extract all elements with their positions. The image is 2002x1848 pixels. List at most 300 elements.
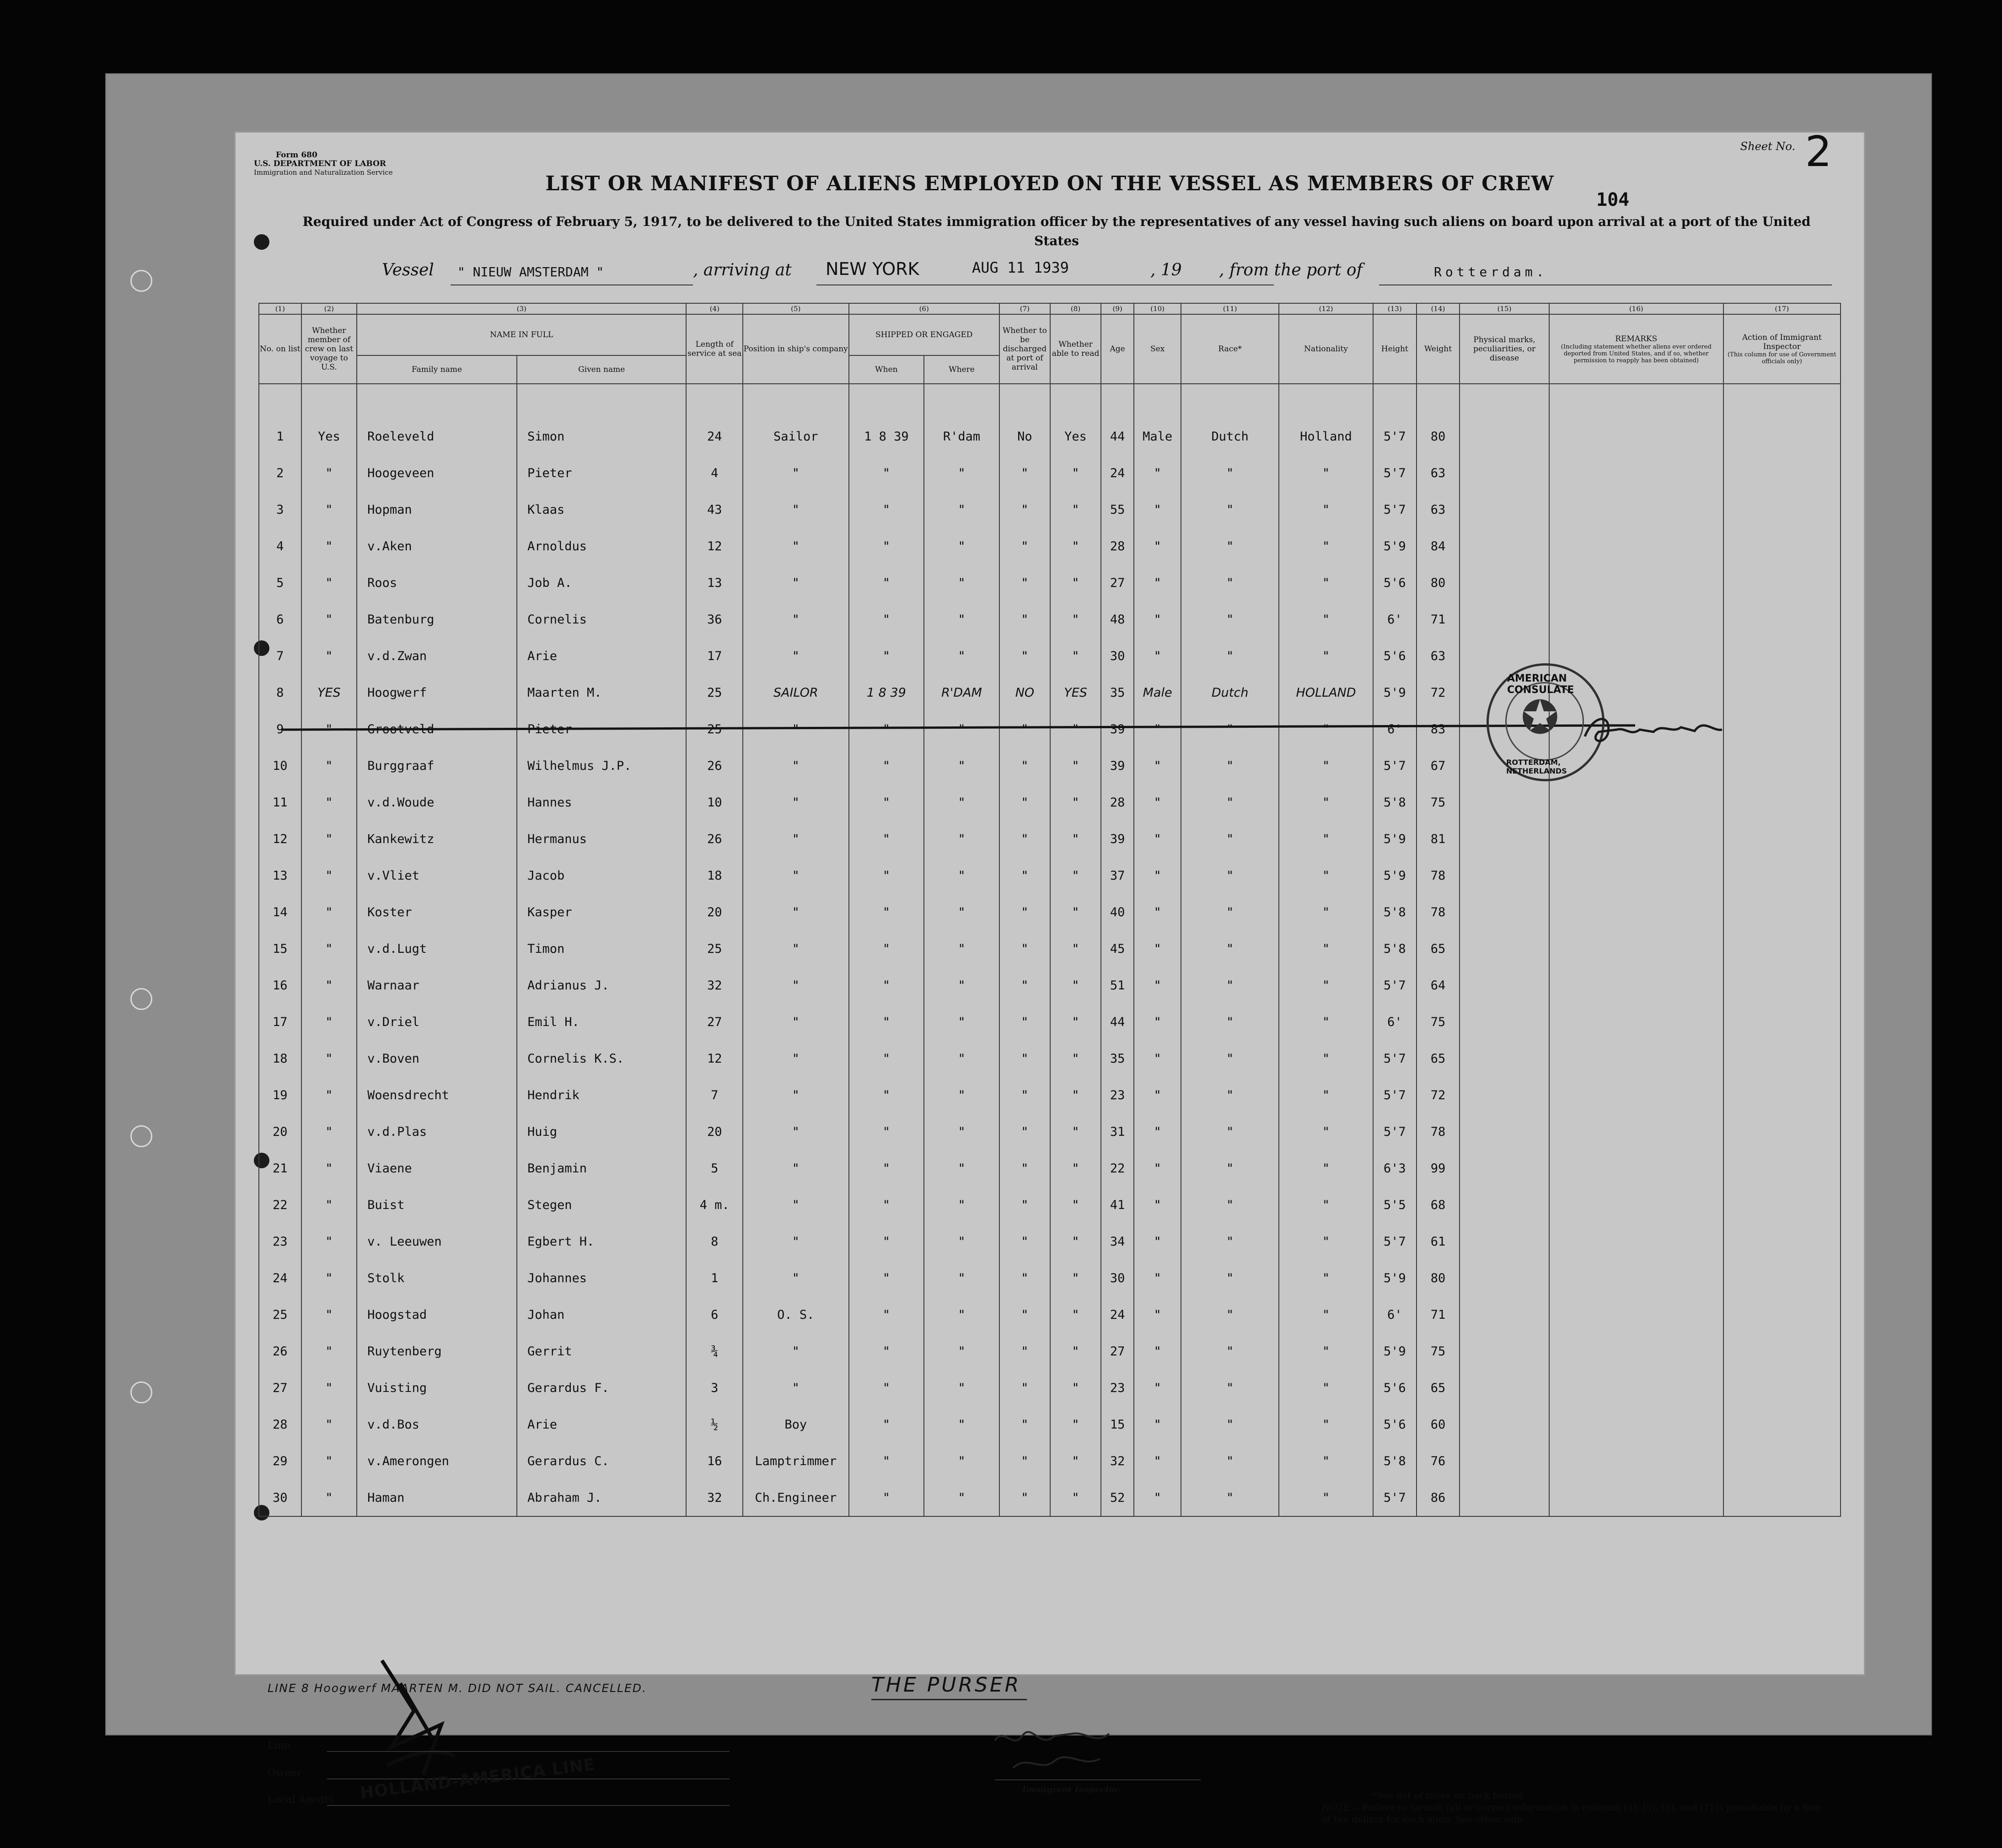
weight-cell: 72 <box>1417 1077 1460 1113</box>
race-cell: " <box>1181 1223 1279 1260</box>
given-name-cell: Egbert H. <box>517 1223 687 1260</box>
age-cell: 48 <box>1101 601 1134 638</box>
service-cell: 32 <box>686 1479 743 1516</box>
nationality-cell: " <box>1279 930 1373 967</box>
where-cell: " <box>924 1223 999 1260</box>
read-cell: " <box>1050 711 1101 747</box>
row-number: 14 <box>259 894 301 930</box>
height-cell: 5'7 <box>1373 747 1417 784</box>
when-cell: " <box>849 1443 924 1479</box>
last-voyage-cell: " <box>301 1260 357 1296</box>
race-cell: " <box>1181 1260 1279 1296</box>
height-cell: 5'9 <box>1373 1260 1417 1296</box>
read-cell: " <box>1050 1187 1101 1223</box>
read-cell: YES <box>1050 674 1101 711</box>
service-cell: 6 <box>686 1296 743 1333</box>
table-row <box>259 1406 1841 1443</box>
last-voyage-cell: " <box>301 784 357 821</box>
table-row <box>259 784 1841 821</box>
table-row <box>259 1113 1841 1150</box>
discharged-cell: " <box>999 967 1050 1004</box>
sex-cell: " <box>1134 638 1181 674</box>
remarks-cell <box>1549 894 1723 930</box>
header-last-voyage: Whether member of crew on last voyage to U.S. <box>301 314 357 384</box>
last-voyage-cell: " <box>301 1406 357 1443</box>
last-voyage-cell: " <box>301 821 357 857</box>
physical-cell <box>1460 857 1549 894</box>
discharged-cell: " <box>999 1187 1050 1223</box>
row-number: 2 <box>259 455 301 491</box>
row-number: 1 <box>259 418 301 455</box>
race-cell: " <box>1181 1004 1279 1040</box>
action-cell <box>1723 784 1841 821</box>
given-name-cell: Timon <box>517 930 687 967</box>
age-cell: 52 <box>1101 1479 1134 1516</box>
race-cell: " <box>1181 711 1279 747</box>
table-row <box>259 491 1841 528</box>
last-voyage-cell: " <box>301 528 357 564</box>
read-cell: Yes <box>1050 418 1101 455</box>
height-cell: 5'7 <box>1373 967 1417 1004</box>
table-row <box>259 638 1841 674</box>
action-cell <box>1723 491 1841 528</box>
position-cell: " <box>743 857 849 894</box>
table-row <box>259 601 1841 638</box>
age-cell: 34 <box>1101 1223 1134 1260</box>
read-cell: " <box>1050 1406 1101 1443</box>
given-name-cell: Abraham J. <box>517 1479 687 1516</box>
nationality-cell: " <box>1279 455 1373 491</box>
weight-cell: 64 <box>1417 967 1460 1004</box>
position-cell: Lamptrimmer <box>743 1443 849 1479</box>
where-cell: R'dam <box>924 418 999 455</box>
table-row <box>259 857 1841 894</box>
table-row <box>259 967 1841 1004</box>
where-cell: " <box>924 528 999 564</box>
header-weight: Weight <box>1417 314 1460 384</box>
where-cell: " <box>924 564 999 601</box>
last-voyage-cell: " <box>301 747 357 784</box>
physical-cell <box>1460 967 1549 1004</box>
weight-cell: 61 <box>1417 1223 1460 1260</box>
position-cell: " <box>743 967 849 1004</box>
table-row <box>259 747 1841 784</box>
when-cell: " <box>849 1077 924 1113</box>
scribble-mark <box>373 1656 519 1784</box>
service-cell: 25 <box>686 674 743 711</box>
where-cell: " <box>924 601 999 638</box>
position-cell: " <box>743 601 849 638</box>
binder-ring <box>130 1381 152 1403</box>
inspector-rule <box>995 1779 1201 1780</box>
weight-cell: 72 <box>1417 674 1460 711</box>
table-row <box>259 674 1841 711</box>
where-cell: " <box>924 455 999 491</box>
age-cell: 45 <box>1101 930 1134 967</box>
table-row <box>259 1443 1841 1479</box>
discharged-cell: " <box>999 1077 1050 1113</box>
action-cell <box>1723 638 1841 674</box>
discharged-cell: " <box>999 784 1050 821</box>
row-number: 15 <box>259 930 301 967</box>
action-cell <box>1723 1077 1841 1113</box>
race-cell: " <box>1181 747 1279 784</box>
position-cell: " <box>743 1370 849 1406</box>
sex-cell: " <box>1134 491 1181 528</box>
where-cell: " <box>924 1370 999 1406</box>
discharged-cell: " <box>999 491 1050 528</box>
service-cell: 25 <box>686 930 743 967</box>
remarks-cell <box>1549 1004 1723 1040</box>
service-cell: ½ <box>686 1406 743 1443</box>
weight-cell: 63 <box>1417 455 1460 491</box>
remarks-cell <box>1549 1150 1723 1187</box>
discharged-cell: " <box>999 1113 1050 1150</box>
age-cell: 37 <box>1101 857 1134 894</box>
family-name-cell: Haman <box>357 1479 517 1516</box>
physical-cell <box>1460 1406 1549 1443</box>
nationality-cell: " <box>1279 1223 1373 1260</box>
action-cell <box>1723 1150 1841 1187</box>
when-cell: " <box>849 1150 924 1187</box>
remarks-cell <box>1549 491 1723 528</box>
nationality-cell: " <box>1279 1443 1373 1479</box>
nationality-cell: " <box>1279 821 1373 857</box>
page-subtitle: Required under Act of Congress of February 5, 1917, to be delivered to the United States immigration officer by the representatives of any vessel having such aliens on board upon arrival at a port of the United States <box>302 214 1811 248</box>
weight-cell: 80 <box>1417 564 1460 601</box>
physical-cell <box>1460 1040 1549 1077</box>
given-name-cell: Adrianus J. <box>517 967 687 1004</box>
where-cell: " <box>924 1333 999 1370</box>
discharged-cell: No <box>999 418 1050 455</box>
given-name-cell: Arie <box>517 638 687 674</box>
table-row <box>259 455 1841 491</box>
last-voyage-cell: " <box>301 711 357 747</box>
header-action-title: Action of Immigrant Inspector <box>1742 333 1822 351</box>
sex-cell: " <box>1134 1187 1181 1223</box>
weight-cell: 65 <box>1417 1370 1460 1406</box>
service-cell: 26 <box>686 821 743 857</box>
binder-ring <box>130 270 152 292</box>
table-row <box>259 1223 1841 1260</box>
sex-cell: " <box>1134 1406 1181 1443</box>
age-cell: 30 <box>1101 638 1134 674</box>
height-cell: 5'6 <box>1373 638 1417 674</box>
where-cell: " <box>924 894 999 930</box>
discharged-cell: " <box>999 894 1050 930</box>
penalty-note: NOTE.—Failure to furnish full or correct information in columns (3), (5), (6), and (7) is punishable by a fine of ten dollars for each alien. See other side. <box>1322 1802 1820 1825</box>
when-cell: " <box>849 564 924 601</box>
race-cell: " <box>1181 1150 1279 1187</box>
race-cell: " <box>1181 784 1279 821</box>
read-cell: " <box>1050 491 1101 528</box>
age-cell: 39 <box>1101 711 1134 747</box>
table-row <box>259 418 1841 455</box>
sex-cell: Male <box>1134 674 1181 711</box>
height-cell: 6' <box>1373 1004 1417 1040</box>
race-cell: " <box>1181 601 1279 638</box>
binder-ring <box>130 988 152 1010</box>
discharged-cell: " <box>999 1004 1050 1040</box>
sex-cell: " <box>1134 1479 1181 1516</box>
when-cell: " <box>849 857 924 894</box>
given-name-cell: Benjamin <box>517 1150 687 1187</box>
service-cell: 7 <box>686 1077 743 1113</box>
nationality-cell: " <box>1279 1077 1373 1113</box>
service-cell: 13 <box>686 564 743 601</box>
physical-cell <box>1460 418 1549 455</box>
when-cell: " <box>849 1187 924 1223</box>
weight-cell: 63 <box>1417 638 1460 674</box>
weight-cell: 63 <box>1417 491 1460 528</box>
remarks-cell <box>1549 1296 1723 1333</box>
weight-cell: 75 <box>1417 784 1460 821</box>
service-cell: 20 <box>686 1113 743 1150</box>
last-voyage-cell: " <box>301 894 357 930</box>
table-row <box>259 1296 1841 1333</box>
col-num: (14) <box>1417 303 1460 314</box>
race-cell: " <box>1181 821 1279 857</box>
position-cell: Ch.Engineer <box>743 1479 849 1516</box>
family-name-cell: v.Amerongen <box>357 1443 517 1479</box>
last-voyage-cell: " <box>301 1187 357 1223</box>
height-cell: 5'6 <box>1373 1406 1417 1443</box>
where-cell: " <box>924 1406 999 1443</box>
race-cell: " <box>1181 894 1279 930</box>
when-cell: " <box>849 930 924 967</box>
age-cell: 27 <box>1101 564 1134 601</box>
where-cell: " <box>924 1040 999 1077</box>
service-cell: 5 <box>686 1150 743 1187</box>
table-row <box>259 1004 1841 1040</box>
weight-cell: 65 <box>1417 1040 1460 1077</box>
when-cell: " <box>849 1370 924 1406</box>
row-number: 19 <box>259 1077 301 1113</box>
remarks-cell <box>1549 821 1723 857</box>
seal-bottom-text: ROTTERDAM, NETHERLANDS <box>1506 758 1567 775</box>
age-cell: 23 <box>1101 1370 1134 1406</box>
header-height: Height <box>1373 314 1417 384</box>
sex-cell: " <box>1134 1333 1181 1370</box>
header-action-note: (This column for use of Government officials only) <box>1727 351 1836 365</box>
height-cell: 5'7 <box>1373 1040 1417 1077</box>
family-name-cell: Woensdrecht <box>357 1077 517 1113</box>
header-nationality: Nationality <box>1279 314 1373 384</box>
age-cell: 30 <box>1101 1260 1134 1296</box>
age-cell: 44 <box>1101 1004 1134 1040</box>
physical-cell <box>1460 1150 1549 1187</box>
position-cell: " <box>743 455 849 491</box>
manifest-page <box>236 127 1864 1825</box>
last-voyage-cell: " <box>301 1077 357 1113</box>
row-number: 21 <box>259 1150 301 1187</box>
when-cell: " <box>849 528 924 564</box>
where-cell: " <box>924 1077 999 1113</box>
header-name: NAME IN FULL <box>357 314 686 355</box>
remarks-cell <box>1549 1333 1723 1370</box>
action-cell <box>1723 601 1841 638</box>
position-cell: Boy <box>743 1406 849 1443</box>
row-number: 10 <box>259 747 301 784</box>
race-cell: Dutch <box>1181 674 1279 711</box>
service-cell: 25 <box>686 711 743 747</box>
when-cell: " <box>849 638 924 674</box>
given-name-cell: Simon <box>517 418 687 455</box>
row-number: 13 <box>259 857 301 894</box>
height-cell: 5'8 <box>1373 894 1417 930</box>
header-action <box>1723 314 1841 384</box>
remarks-cell <box>1549 638 1723 674</box>
discharged-cell: " <box>999 601 1050 638</box>
remarks-cell <box>1549 455 1723 491</box>
purser-underline <box>871 1699 1027 1700</box>
family-name-cell: Grootveld <box>357 711 517 747</box>
height-cell: 6'3 <box>1373 1150 1417 1187</box>
header-no: No. on list <box>259 314 301 384</box>
discharged-cell: " <box>999 528 1050 564</box>
age-cell: 39 <box>1101 747 1134 784</box>
where-cell: R'DAM <box>924 674 999 711</box>
col-num: (6) <box>849 303 999 314</box>
age-cell: 51 <box>1101 967 1134 1004</box>
action-cell <box>1723 1040 1841 1077</box>
last-voyage-cell: " <box>301 1150 357 1187</box>
service-cell: 3 <box>686 1370 743 1406</box>
row-number: 16 <box>259 967 301 1004</box>
discharged-cell: " <box>999 1150 1050 1187</box>
given-name-cell: Cornelis <box>517 601 687 638</box>
last-voyage-cell: " <box>301 601 357 638</box>
age-cell: 31 <box>1101 1113 1134 1150</box>
read-cell: " <box>1050 857 1101 894</box>
family-name-cell: Ruytenberg <box>357 1333 517 1370</box>
sex-cell: " <box>1134 1296 1181 1333</box>
last-voyage-cell: " <box>301 967 357 1004</box>
weight-cell: 75 <box>1417 1333 1460 1370</box>
remarks-cell <box>1549 528 1723 564</box>
race-cell: " <box>1181 1187 1279 1223</box>
table-row <box>259 930 1841 967</box>
binder-ring <box>130 1125 152 1147</box>
where-cell: " <box>924 747 999 784</box>
when-cell: " <box>849 601 924 638</box>
discharged-cell: " <box>999 711 1050 747</box>
read-cell: " <box>1050 967 1101 1004</box>
when-cell: " <box>849 1406 924 1443</box>
age-cell: 28 <box>1101 784 1134 821</box>
position-cell: " <box>743 711 849 747</box>
age-cell: 23 <box>1101 1077 1134 1113</box>
nationality-cell: " <box>1279 1406 1373 1443</box>
age-cell: 55 <box>1101 491 1134 528</box>
given-name-cell: Gerrit <box>517 1333 687 1370</box>
discharged-cell: " <box>999 455 1050 491</box>
races-note: *See list of races on back hereof. <box>1372 1790 1526 1801</box>
family-name-cell: v.d.Plas <box>357 1113 517 1150</box>
last-voyage-cell: " <box>301 455 357 491</box>
position-cell: O. S. <box>743 1296 849 1333</box>
race-cell: " <box>1181 1333 1279 1370</box>
table-row <box>259 1333 1841 1370</box>
physical-cell <box>1460 1296 1549 1333</box>
col-num: (11) <box>1181 303 1279 314</box>
nationality-cell: " <box>1279 784 1373 821</box>
row-number: 20 <box>259 1113 301 1150</box>
col-num: (12) <box>1279 303 1373 314</box>
height-cell: 5'7 <box>1373 455 1417 491</box>
given-name-cell: Johannes <box>517 1260 687 1296</box>
row-number: 8 <box>259 674 301 711</box>
read-cell: " <box>1050 1296 1101 1333</box>
family-name-cell: Batenburg <box>357 601 517 638</box>
given-name-cell: Gerardus F. <box>517 1370 687 1406</box>
family-name-cell: v.d.Bos <box>357 1406 517 1443</box>
height-cell: 5'6 <box>1373 564 1417 601</box>
year-label: , 19 <box>1150 261 1182 279</box>
when-cell: " <box>849 455 924 491</box>
col-num: (16) <box>1549 303 1723 314</box>
nationality-cell: " <box>1279 1113 1373 1150</box>
last-voyage-cell: " <box>301 1040 357 1077</box>
sex-cell: " <box>1134 967 1181 1004</box>
when-cell: " <box>849 821 924 857</box>
seal-top-text: AMERICAN CONSULATE <box>1507 673 1574 696</box>
given-name-cell: Kasper <box>517 894 687 930</box>
sex-cell: " <box>1134 528 1181 564</box>
action-cell <box>1723 821 1841 857</box>
nationality-cell: " <box>1279 1479 1373 1516</box>
service-cell: 12 <box>686 528 743 564</box>
last-voyage-cell: " <box>301 638 357 674</box>
nationality-cell: " <box>1279 1040 1373 1077</box>
race-cell: " <box>1181 528 1279 564</box>
remarks-cell <box>1549 1223 1723 1260</box>
read-cell: " <box>1050 1443 1101 1479</box>
height-cell: 5'7 <box>1373 1113 1417 1150</box>
row-number: 7 <box>259 638 301 674</box>
read-cell: " <box>1050 1113 1101 1150</box>
height-cell: 5'7 <box>1373 418 1417 455</box>
sex-cell: " <box>1134 1370 1181 1406</box>
physical-cell <box>1460 528 1549 564</box>
position-cell: " <box>743 821 849 857</box>
position-cell: " <box>743 1040 849 1077</box>
age-cell: 35 <box>1101 674 1134 711</box>
row-number: 3 <box>259 491 301 528</box>
discharged-cell: " <box>999 638 1050 674</box>
family-name-cell: v.Aken <box>357 528 517 564</box>
weight-cell: 83 <box>1417 711 1460 747</box>
family-name-cell: Hoogwerf <box>357 674 517 711</box>
service-cell: 24 <box>686 418 743 455</box>
vessel-label: Vessel <box>382 261 434 279</box>
from-port: Rotterdam. <box>1434 264 1548 279</box>
sex-cell: " <box>1134 711 1181 747</box>
department: U.S. DEPARTMENT OF LABOR <box>254 159 386 168</box>
service: Immigration and Naturalization Service <box>254 168 393 177</box>
position-cell: " <box>743 564 849 601</box>
discharged-cell: " <box>999 1443 1050 1479</box>
position-cell: " <box>743 1187 849 1223</box>
discharged-cell: " <box>999 1370 1050 1406</box>
weight-cell: 67 <box>1417 747 1460 784</box>
race-cell: " <box>1181 1077 1279 1113</box>
height-cell: 5'8 <box>1373 930 1417 967</box>
read-cell: " <box>1050 1370 1101 1406</box>
row-number: 24 <box>259 1260 301 1296</box>
age-cell: 40 <box>1101 894 1134 930</box>
last-voyage-cell: " <box>301 857 357 894</box>
